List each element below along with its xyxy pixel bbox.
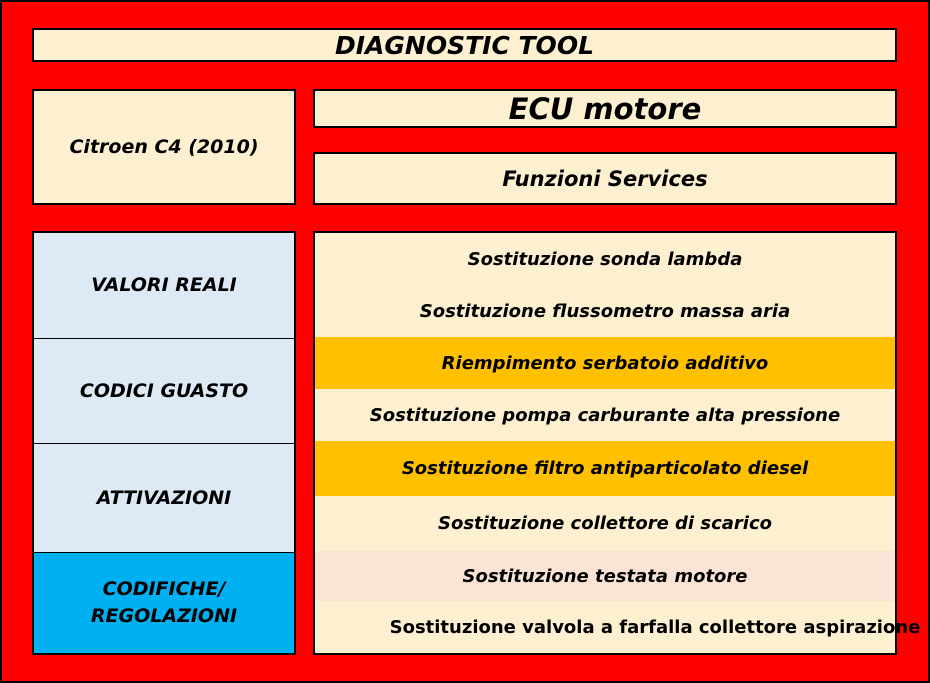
service-item-collettore-scarico[interactable]: Sostituzione collettore di scarico [438, 513, 772, 534]
service-item-valvola-farfalla[interactable]: Sostituzione valvola a farfalla collettore aspirazione [389, 616, 921, 638]
menu-item-codici-guasto[interactable]: CODICI GUASTO [34, 338, 294, 443]
app-title: DIAGNOSTIC TOOL [32, 28, 897, 62]
menu-item-valori-reali[interactable]: VALORI REALI [34, 233, 294, 338]
ecu-title: ECU motore [313, 89, 897, 128]
function-menu [32, 231, 296, 655]
service-item-filtro-antiparticolato[interactable]: Sostituzione filtro antiparticolato diesel [315, 441, 895, 496]
service-item-pompa-carburante[interactable]: Sostituzione pompa carburante alta pressione [369, 404, 841, 426]
service-item-serbatoio-additivo[interactable]: Riempimento serbatoio additivo [315, 337, 895, 389]
service-item-testata-motore[interactable]: Sostituzione testata motore [315, 551, 895, 601]
service-item-flussometro[interactable]: Sostituzione flussometro massa aria [419, 300, 791, 322]
menu-item-codifiche-regolazioni[interactable]: CODIFICHE/ REGOLAZIONI [34, 552, 294, 653]
menu-item-attivazioni[interactable]: ATTIVAZIONI [34, 443, 294, 552]
section-title: Funzioni Services [313, 152, 897, 205]
services-list [313, 231, 921, 655]
vehicle-label: Citroen C4 (2010) [32, 89, 296, 205]
service-item-sonda-lambda[interactable]: Sostituzione sonda lambda [467, 248, 743, 270]
